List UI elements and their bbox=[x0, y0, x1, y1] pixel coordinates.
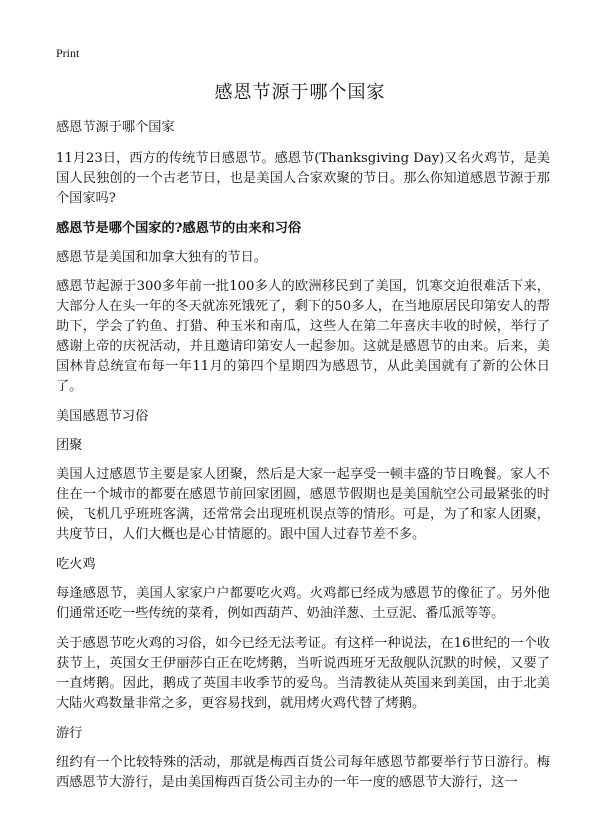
customs-heading: 美国感恩节习俗 bbox=[56, 409, 149, 424]
reunion-paragraph: 美国人过感恩节主要是家人团聚，然后是大家一起享受一顿丰盛的节日晚餐。家人不住在一个城市的都要在感恩节前回家团圆，感恩节假期也是美国航空公司最紧张的时候，飞机几乎班班客满，还常常会出现班机误点等的情形。可是，为了和家人团聚，共度节日，人们大概也是心甘情愿的。跟中国人过春节差不多。 bbox=[56, 467, 550, 542]
origin-summary: 感恩节是美国和加拿大独有的节日。 bbox=[56, 250, 267, 265]
origin-paragraph: 感恩节起源于300多年前一批100多人的欧洲移民到了美国，饥寒交迫很难活下来，大部分人在头一年的冬天就冻死饿死了，剩下的50多人，在当地原居民印第安人的帮助下，学会了钓鱼、打猎、种玉米和南瓜，这些人在第二年喜庆丰收的时候，举行了感谢上帝的庆祝活动，并且邀请印第安人一起参加。这就是感恩节的由来。后来，美国林肯总统宣布每一年11月的第四个星期四为感恩节，从此美国就有了新的公休日了。 bbox=[56, 279, 550, 394]
parade-heading: 游行 bbox=[56, 726, 83, 741]
turkey-paragraph-2: 关于感恩节吃火鸡的习俗，如今已经无法考证。有这样一种说法，在16世纪的一个收获节上，英国女王伊丽莎白正在吃烤鹅，当听说西班牙无敌舰队沉默的时候，又要了一直烤鹅。因此，鹅成了英国丰收季节的爱鸟。当清教徒从英国来到美国，由于北美大陆火鸡数量非常之多，更容易找到，就用烤火鸡代替了烤鹅。 bbox=[56, 636, 550, 711]
article-subtitle: 感恩节源于哪个国家 bbox=[56, 120, 175, 135]
turkey-paragraph-1: 每逢感恩节，美国人家家户户都要吃火鸡。火鸡都已经成为感恩节的像征了。另外他们通常还吃一些传统的菜肴，例如西葫芦、奶油洋葱、土豆泥、番瓜派等等。 bbox=[56, 586, 550, 621]
article-body bbox=[56, 118, 550, 803]
parade-paragraph: 纽约有一个比较特殊的活动，那就是梅西百货公司每年感恩节都要举行节日游行。梅西感恩节大游行，是由美国梅西百货公司主办的一年一度的感恩节大游行，这一 bbox=[56, 755, 550, 790]
print-link[interactable]: Print bbox=[56, 46, 80, 60]
page-title: 感恩节源于哪个国家 bbox=[214, 82, 386, 103]
reunion-heading: 团聚 bbox=[56, 438, 83, 453]
turkey-heading: 吃火鸡 bbox=[56, 557, 96, 572]
intro-paragraph: 11月23日，西方的传统节日感恩节。感恩节(Thanksgiving Day)又名火鸡节，是美国人民独创的一个古老节日，也是美国人合家欢聚的节日。那么你知道感恩节源于那个国家吗? bbox=[56, 151, 550, 206]
section-heading-origin: 感恩节是哪个国家的?感恩节的由来和习俗 bbox=[56, 221, 302, 236]
